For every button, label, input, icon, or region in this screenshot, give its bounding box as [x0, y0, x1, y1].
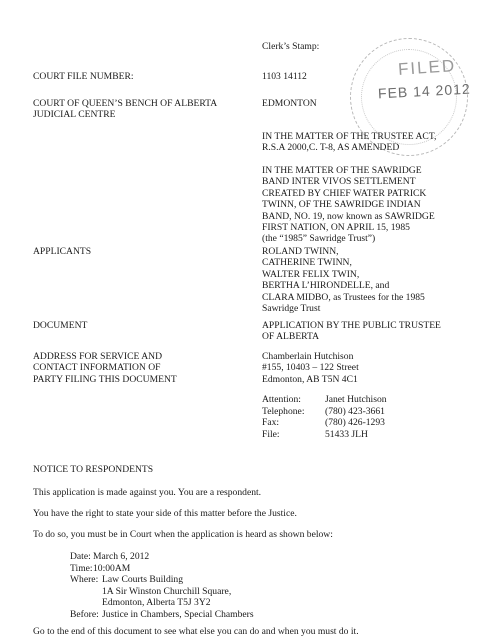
- notice-paragraph-3: To do so, you must be in Court when the application is heard as shown below:: [33, 529, 333, 540]
- stamp-filed-text: FILED: [397, 55, 457, 80]
- applicants-list: ROLAND TWINN, CATHERINE TWINN, WALTER FELIX TWIN, BERTHA L’HIRONDELLE, and CLARA MIDBO, as Trustees for the 1985 Sawridge Trust: [262, 246, 425, 315]
- notice-paragraph-4: Go to the end of this document to see what else you can do and when you must do it.: [33, 626, 359, 637]
- notice-paragraph-2: You have the right to state your side of this matter before the Justice.: [33, 508, 297, 519]
- applicants-label: APPLICANTS: [33, 246, 92, 257]
- address-for-service-value: Chamberlain Hutchison #155, 10403 – 122 Street Edmonton, AB T5N 4C1: [262, 351, 359, 385]
- document-title: APPLICATION BY THE PUBLIC TRUSTEE OF ALBERTA: [262, 320, 441, 343]
- court-file-number-value: 1103 14112: [262, 71, 307, 82]
- clerk-stamp-label: Clerk’s Stamp:: [262, 41, 320, 52]
- notice-heading: NOTICE TO RESPONDENTS: [33, 464, 154, 475]
- stamp-date-text: FEB 14 2012: [377, 80, 472, 102]
- address-for-service-label: ADDRESS FOR SERVICE AND CONTACT INFORMATION OF PARTY FILING THIS DOCUMENT: [33, 351, 177, 385]
- court-label: COURT OF QUEEN’S BENCH OF ALBERTA JUDICIAL CENTRE: [33, 98, 218, 121]
- notice-paragraph-1: This application is made against you. You are a respondent.: [33, 487, 262, 498]
- matter-sawridge-settlement: IN THE MATTER OF THE SAWRIDGE BAND INTER VIVOS SETTLEMENT CREATED BY CHIEF WATER PATRICK TWINN, OF THE SAWRIDGE INDIAN BAND, NO. 19, now known as SAWRIDGE FIRST NATION, ON APRIL 15, 1985 (the “1985” Sawridge Trust”): [262, 165, 435, 245]
- matter-trustee-act: IN THE MATTER OF THE TRUSTEE ACT, R.S.A 2000,C. T-8, AS AMENDED: [262, 131, 437, 154]
- document-label: DOCUMENT: [33, 320, 88, 331]
- judicial-centre-value: EDMONTON: [262, 98, 317, 109]
- court-file-number-label: COURT FILE NUMBER:: [33, 71, 134, 82]
